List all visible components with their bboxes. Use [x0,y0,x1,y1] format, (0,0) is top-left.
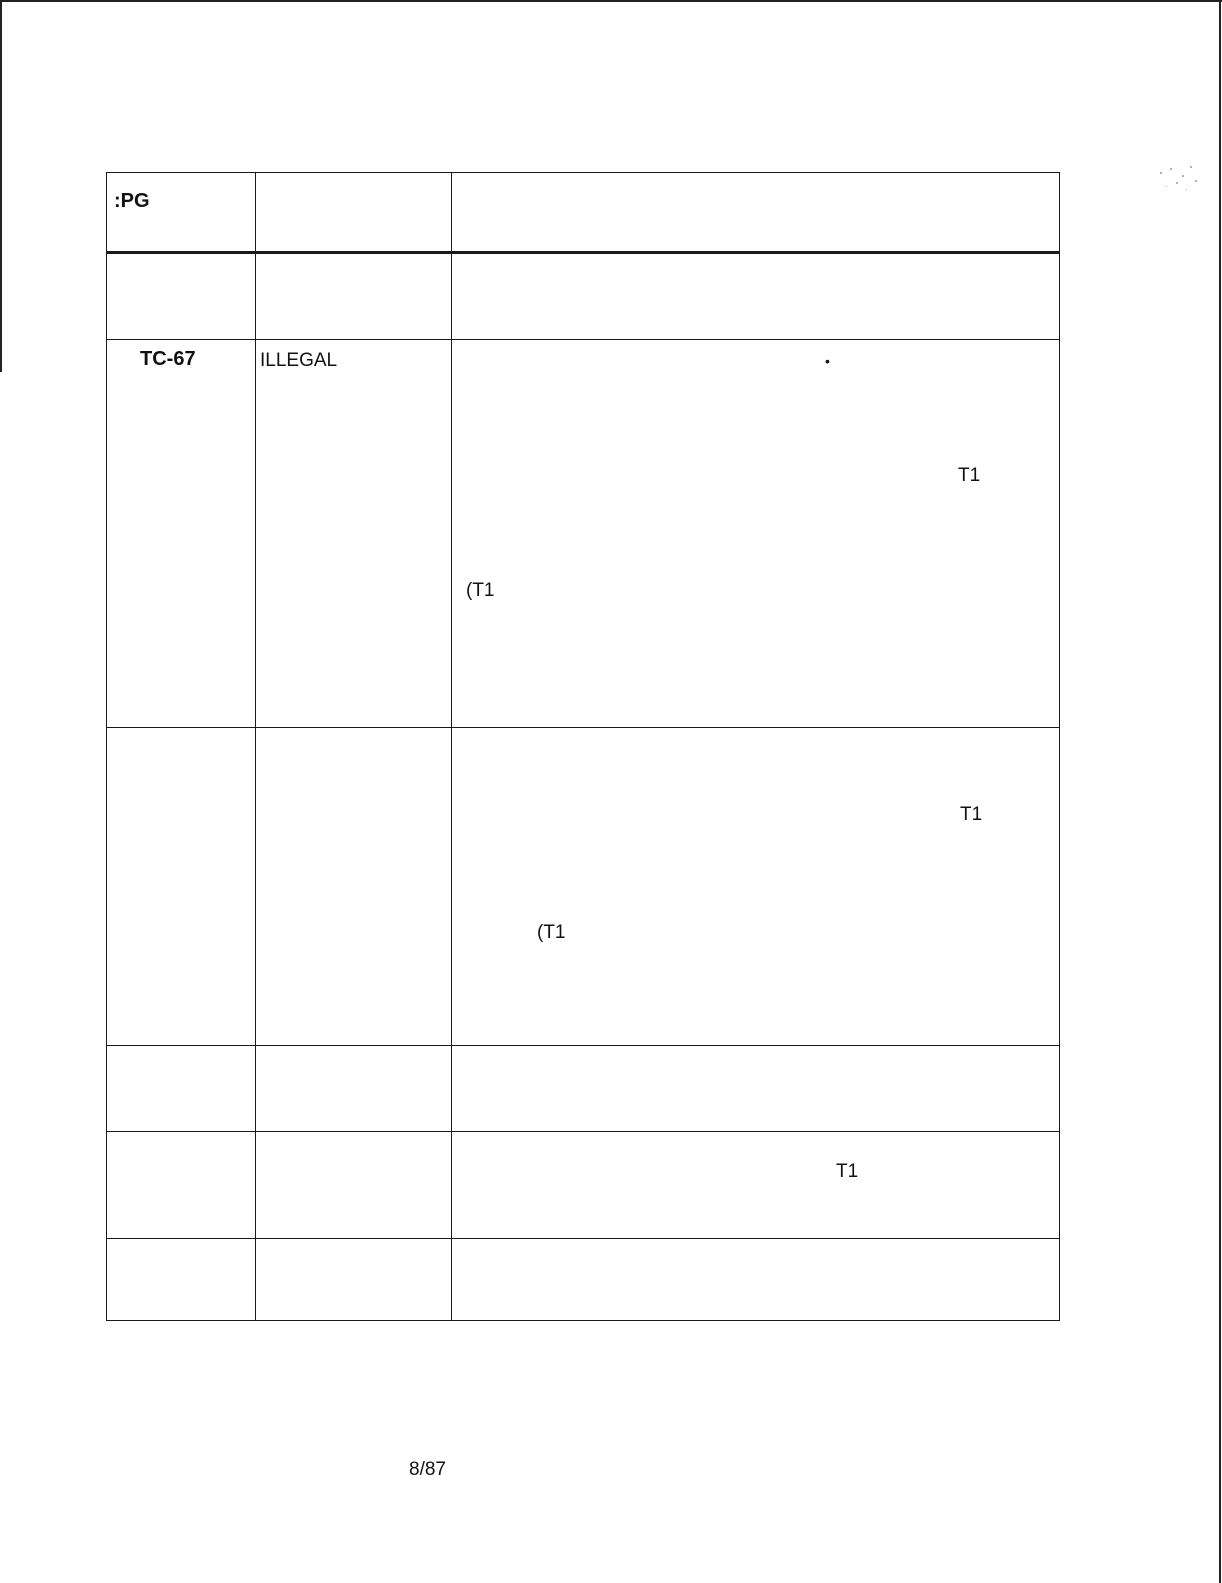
page-border-left [0,0,2,372]
row-code: TC-67 [140,348,196,370]
bullet-mark: • [825,353,830,369]
row-divider [106,339,1060,340]
row-divider [106,1131,1060,1132]
description-fragment: T1 [958,465,981,486]
column-divider [451,172,452,1321]
description-fragment: T1 [836,1161,859,1182]
row-divider [106,1238,1060,1239]
table-top-border [106,172,1060,173]
description-fragment: (T1 [537,922,566,943]
table-right-border [1059,172,1060,1321]
header-code-label: :PG [114,190,150,212]
column-divider [255,172,256,1321]
header-bottom-border [106,251,1060,254]
table-left-border [106,172,107,1321]
description-fragment: (T1 [466,580,495,601]
table-bottom-border [106,1320,1060,1321]
footer-date: 8/87 [409,1459,446,1480]
page-border-top [0,0,1222,2]
row-name: ILLEGAL [260,350,338,371]
row-divider [106,727,1060,728]
description-fragment: T1 [960,804,983,825]
page-border-right [1219,0,1221,1583]
row-divider [106,1045,1060,1046]
